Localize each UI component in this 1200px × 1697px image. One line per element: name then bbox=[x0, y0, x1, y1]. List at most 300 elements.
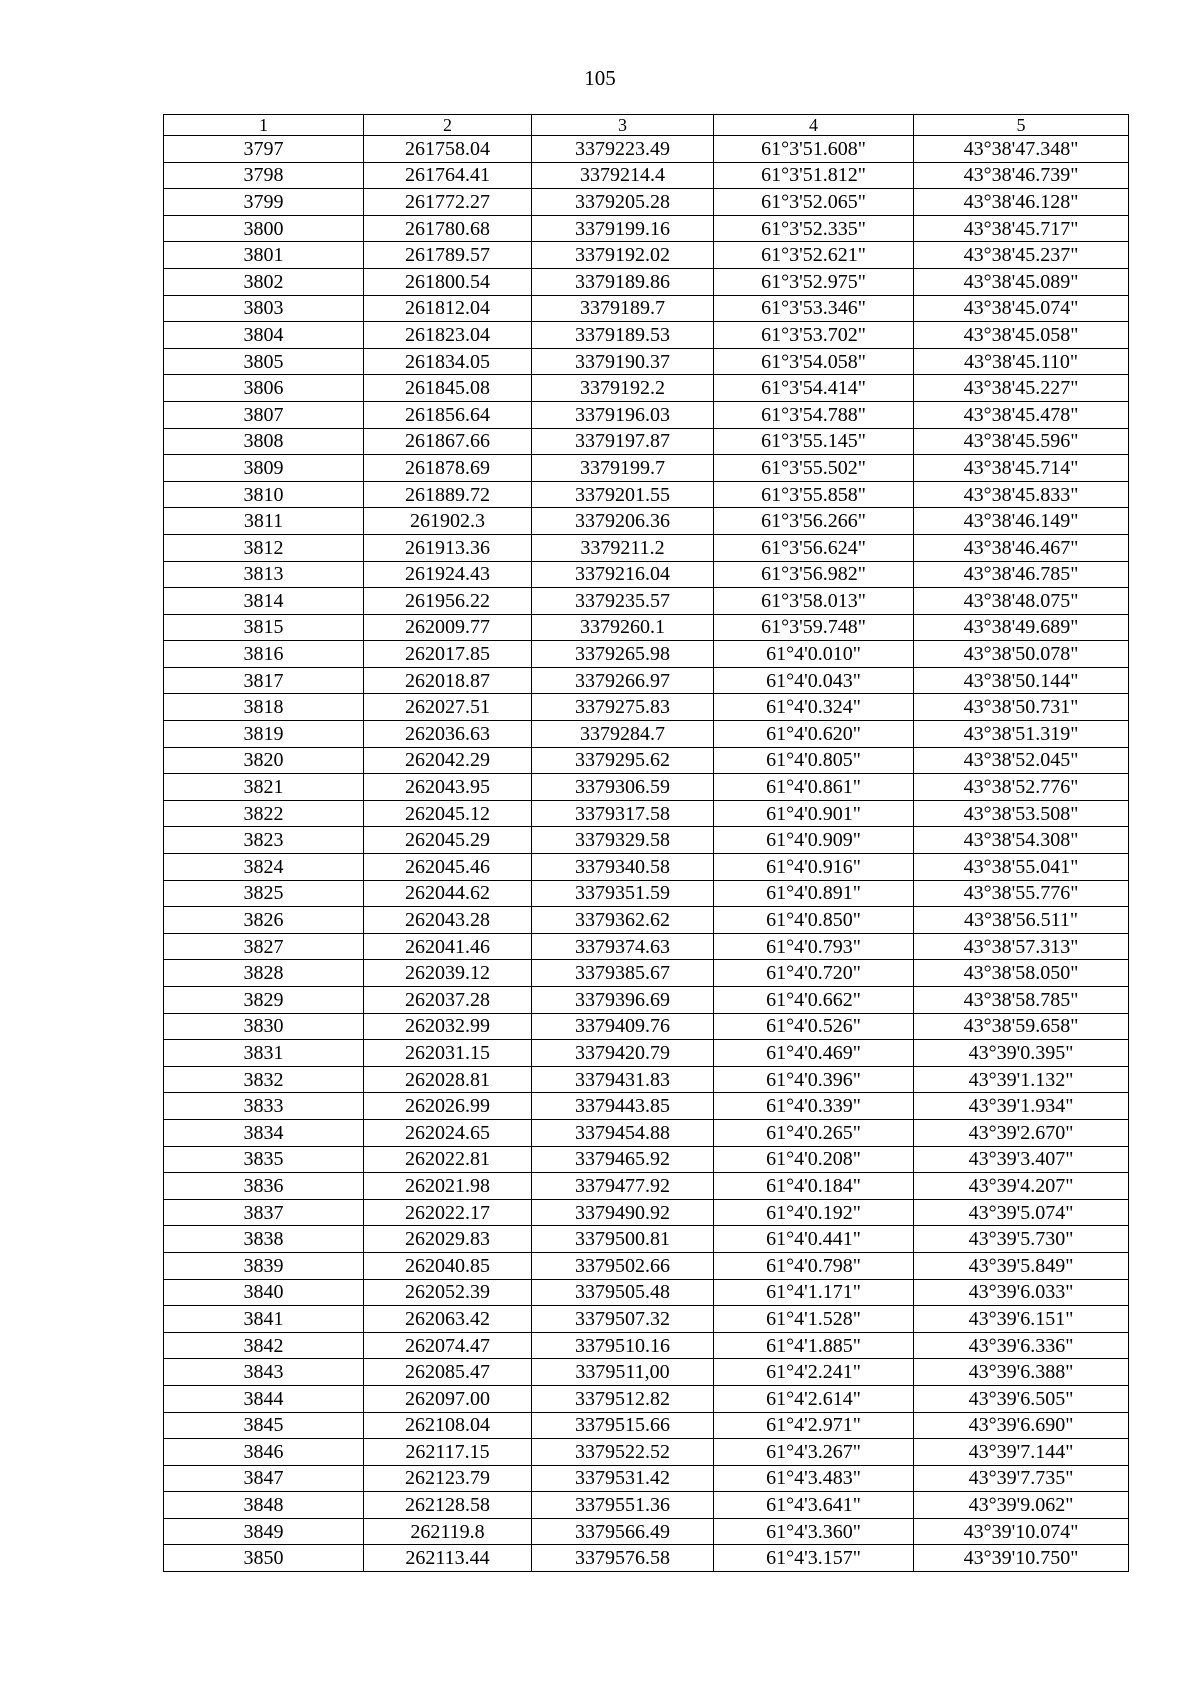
point-number-cell: 3811 bbox=[164, 508, 364, 535]
latitude-cell: 43°38'45.478" bbox=[914, 401, 1129, 428]
longitude-cell: 61°4'0.192" bbox=[714, 1199, 914, 1226]
x-coordinate-cell: 262113.44 bbox=[364, 1545, 532, 1572]
table-row bbox=[164, 1199, 1129, 1226]
table-row bbox=[164, 1306, 1129, 1333]
longitude-cell: 61°4'0.720" bbox=[714, 960, 914, 987]
x-coordinate-cell: 261789.57 bbox=[364, 242, 532, 269]
y-coordinate-cell: 3379196.03 bbox=[532, 401, 714, 428]
latitude-cell: 43°39'5.074" bbox=[914, 1199, 1129, 1226]
latitude-cell: 43°38'50.078" bbox=[914, 641, 1129, 668]
longitude-cell: 61°3'56.266" bbox=[714, 508, 914, 535]
y-coordinate-cell: 3379260.1 bbox=[532, 614, 714, 641]
x-coordinate-cell: 261878.69 bbox=[364, 455, 532, 482]
y-coordinate-cell: 3379192.02 bbox=[532, 242, 714, 269]
longitude-cell: 61°4'3.157" bbox=[714, 1545, 914, 1572]
latitude-cell: 43°38'52.045" bbox=[914, 747, 1129, 774]
longitude-cell: 61°4'0.265" bbox=[714, 1119, 914, 1146]
y-coordinate-cell: 3379512.82 bbox=[532, 1385, 714, 1412]
point-number-cell: 3841 bbox=[164, 1306, 364, 1333]
longitude-cell: 61°4'0.916" bbox=[714, 854, 914, 881]
x-coordinate-cell: 262052.39 bbox=[364, 1279, 532, 1306]
longitude-cell: 61°4'0.469" bbox=[714, 1040, 914, 1067]
table-row bbox=[164, 1465, 1129, 1492]
table-row bbox=[164, 854, 1129, 881]
latitude-cell: 43°38'59.658" bbox=[914, 1013, 1129, 1040]
point-number-cell: 3798 bbox=[164, 162, 364, 189]
table-row bbox=[164, 1040, 1129, 1067]
x-coordinate-cell: 262117.15 bbox=[364, 1439, 532, 1466]
latitude-cell: 43°38'45.833" bbox=[914, 481, 1129, 508]
longitude-cell: 61°3'53.702" bbox=[714, 322, 914, 349]
longitude-cell: 61°4'2.614" bbox=[714, 1385, 914, 1412]
table-row bbox=[164, 268, 1129, 295]
y-coordinate-cell: 3379190.37 bbox=[532, 348, 714, 375]
point-number-cell: 3808 bbox=[164, 428, 364, 455]
table-row bbox=[164, 1359, 1129, 1386]
latitude-cell: 43°38'47.348" bbox=[914, 136, 1129, 163]
table-row bbox=[164, 721, 1129, 748]
y-coordinate-cell: 3379420.79 bbox=[532, 1040, 714, 1067]
x-coordinate-cell: 261913.36 bbox=[364, 534, 532, 561]
table-row bbox=[164, 667, 1129, 694]
longitude-cell: 61°4'0.798" bbox=[714, 1252, 914, 1279]
point-number-cell: 3801 bbox=[164, 242, 364, 269]
latitude-cell: 43°38'56.511" bbox=[914, 907, 1129, 934]
column-header-5: 5 bbox=[914, 115, 1129, 136]
y-coordinate-cell: 3379551.36 bbox=[532, 1492, 714, 1519]
y-coordinate-cell: 3379189.86 bbox=[532, 268, 714, 295]
table-row bbox=[164, 1066, 1129, 1093]
latitude-cell: 43°39'7.735" bbox=[914, 1465, 1129, 1492]
latitude-cell: 43°38'46.467" bbox=[914, 534, 1129, 561]
longitude-cell: 61°4'0.526" bbox=[714, 1013, 914, 1040]
point-number-cell: 3840 bbox=[164, 1279, 364, 1306]
y-coordinate-cell: 3379505.48 bbox=[532, 1279, 714, 1306]
longitude-cell: 61°3'53.346" bbox=[714, 295, 914, 322]
table-row bbox=[164, 1385, 1129, 1412]
coordinates-table bbox=[163, 114, 1129, 1572]
longitude-cell: 61°3'58.013" bbox=[714, 588, 914, 615]
x-coordinate-cell: 261956.22 bbox=[364, 588, 532, 615]
point-number-cell: 3837 bbox=[164, 1199, 364, 1226]
x-coordinate-cell: 262029.83 bbox=[364, 1226, 532, 1253]
point-number-cell: 3813 bbox=[164, 561, 364, 588]
column-header-2: 2 bbox=[364, 115, 532, 136]
point-number-cell: 3805 bbox=[164, 348, 364, 375]
point-number-cell: 3806 bbox=[164, 375, 364, 402]
y-coordinate-cell: 3379199.7 bbox=[532, 455, 714, 482]
latitude-cell: 43°38'45.714" bbox=[914, 455, 1129, 482]
y-coordinate-cell: 3379189.7 bbox=[532, 295, 714, 322]
column-header-4: 4 bbox=[714, 115, 914, 136]
longitude-cell: 61°4'3.360" bbox=[714, 1518, 914, 1545]
point-number-cell: 3835 bbox=[164, 1146, 364, 1173]
y-coordinate-cell: 3379201.55 bbox=[532, 481, 714, 508]
point-number-cell: 3826 bbox=[164, 907, 364, 934]
y-coordinate-cell: 3379515.66 bbox=[532, 1412, 714, 1439]
table-row bbox=[164, 375, 1129, 402]
x-coordinate-cell: 262009.77 bbox=[364, 614, 532, 641]
point-number-cell: 3817 bbox=[164, 667, 364, 694]
x-coordinate-cell: 261889.72 bbox=[364, 481, 532, 508]
latitude-cell: 43°38'58.785" bbox=[914, 987, 1129, 1014]
longitude-cell: 61°4'0.901" bbox=[714, 800, 914, 827]
x-coordinate-cell: 261758.04 bbox=[364, 136, 532, 163]
x-coordinate-cell: 262028.81 bbox=[364, 1066, 532, 1093]
x-coordinate-cell: 262119.8 bbox=[364, 1518, 532, 1545]
point-number-cell: 3825 bbox=[164, 880, 364, 907]
x-coordinate-cell: 261823.04 bbox=[364, 322, 532, 349]
table-row bbox=[164, 534, 1129, 561]
y-coordinate-cell: 3379340.58 bbox=[532, 854, 714, 881]
point-number-cell: 3833 bbox=[164, 1093, 364, 1120]
point-number-cell: 3824 bbox=[164, 854, 364, 881]
table-row bbox=[164, 162, 1129, 189]
y-coordinate-cell: 3379206.36 bbox=[532, 508, 714, 535]
y-coordinate-cell: 3379266.97 bbox=[532, 667, 714, 694]
point-number-cell: 3830 bbox=[164, 1013, 364, 1040]
table-header bbox=[164, 115, 1129, 136]
table-row bbox=[164, 189, 1129, 216]
table-row bbox=[164, 641, 1129, 668]
longitude-cell: 61°3'51.812" bbox=[714, 162, 914, 189]
point-number-cell: 3819 bbox=[164, 721, 364, 748]
latitude-cell: 43°39'5.849" bbox=[914, 1252, 1129, 1279]
point-number-cell: 3847 bbox=[164, 1465, 364, 1492]
longitude-cell: 61°4'0.441" bbox=[714, 1226, 914, 1253]
point-number-cell: 3816 bbox=[164, 641, 364, 668]
longitude-cell: 61°4'1.885" bbox=[714, 1332, 914, 1359]
column-header-3: 3 bbox=[532, 115, 714, 136]
y-coordinate-cell: 3379522.52 bbox=[532, 1439, 714, 1466]
y-coordinate-cell: 3379409.76 bbox=[532, 1013, 714, 1040]
latitude-cell: 43°39'6.336" bbox=[914, 1332, 1129, 1359]
latitude-cell: 43°38'50.144" bbox=[914, 667, 1129, 694]
point-number-cell: 3832 bbox=[164, 1066, 364, 1093]
y-coordinate-cell: 3379329.58 bbox=[532, 827, 714, 854]
table-body bbox=[164, 136, 1129, 1572]
latitude-cell: 43°38'54.308" bbox=[914, 827, 1129, 854]
y-coordinate-cell: 3379205.28 bbox=[532, 189, 714, 216]
point-number-cell: 3850 bbox=[164, 1545, 364, 1572]
table-row bbox=[164, 215, 1129, 242]
y-coordinate-cell: 3379192.2 bbox=[532, 375, 714, 402]
point-number-cell: 3812 bbox=[164, 534, 364, 561]
longitude-cell: 61°4'1.171" bbox=[714, 1279, 914, 1306]
x-coordinate-cell: 262024.65 bbox=[364, 1119, 532, 1146]
longitude-cell: 61°4'3.483" bbox=[714, 1465, 914, 1492]
y-coordinate-cell: 3379214.4 bbox=[532, 162, 714, 189]
latitude-cell: 43°38'45.074" bbox=[914, 295, 1129, 322]
longitude-cell: 61°4'0.208" bbox=[714, 1146, 914, 1173]
y-coordinate-cell: 3379490.92 bbox=[532, 1199, 714, 1226]
latitude-cell: 43°38'53.508" bbox=[914, 800, 1129, 827]
column-header-1: 1 bbox=[164, 115, 364, 136]
y-coordinate-cell: 3379566.49 bbox=[532, 1518, 714, 1545]
latitude-cell: 43°39'6.388" bbox=[914, 1359, 1129, 1386]
point-number-cell: 3827 bbox=[164, 933, 364, 960]
point-number-cell: 3818 bbox=[164, 694, 364, 721]
table-row bbox=[164, 1226, 1129, 1253]
longitude-cell: 61°3'52.975" bbox=[714, 268, 914, 295]
table-row bbox=[164, 907, 1129, 934]
y-coordinate-cell: 3379265.98 bbox=[532, 641, 714, 668]
x-coordinate-cell: 262026.99 bbox=[364, 1093, 532, 1120]
y-coordinate-cell: 3379197.87 bbox=[532, 428, 714, 455]
x-coordinate-cell: 261867.66 bbox=[364, 428, 532, 455]
y-coordinate-cell: 3379235.57 bbox=[532, 588, 714, 615]
latitude-cell: 43°38'46.739" bbox=[914, 162, 1129, 189]
longitude-cell: 61°4'3.641" bbox=[714, 1492, 914, 1519]
table-row bbox=[164, 1412, 1129, 1439]
y-coordinate-cell: 3379189.53 bbox=[532, 322, 714, 349]
point-number-cell: 3814 bbox=[164, 588, 364, 615]
x-coordinate-cell: 262037.28 bbox=[364, 987, 532, 1014]
x-coordinate-cell: 261772.27 bbox=[364, 189, 532, 216]
table-row bbox=[164, 295, 1129, 322]
table-row bbox=[164, 1173, 1129, 1200]
latitude-cell: 43°39'9.062" bbox=[914, 1492, 1129, 1519]
point-number-cell: 3815 bbox=[164, 614, 364, 641]
point-number-cell: 3809 bbox=[164, 455, 364, 482]
x-coordinate-cell: 262031.15 bbox=[364, 1040, 532, 1067]
longitude-cell: 61°4'0.850" bbox=[714, 907, 914, 934]
point-number-cell: 3802 bbox=[164, 268, 364, 295]
y-coordinate-cell: 3379477.92 bbox=[532, 1173, 714, 1200]
longitude-cell: 61°3'55.145" bbox=[714, 428, 914, 455]
longitude-cell: 61°3'55.858" bbox=[714, 481, 914, 508]
y-coordinate-cell: 3379362.62 bbox=[532, 907, 714, 934]
latitude-cell: 43°38'46.128" bbox=[914, 189, 1129, 216]
x-coordinate-cell: 261812.04 bbox=[364, 295, 532, 322]
latitude-cell: 43°39'5.730" bbox=[914, 1226, 1129, 1253]
x-coordinate-cell: 261924.43 bbox=[364, 561, 532, 588]
latitude-cell: 43°38'52.776" bbox=[914, 774, 1129, 801]
longitude-cell: 61°4'2.971" bbox=[714, 1412, 914, 1439]
table-row bbox=[164, 401, 1129, 428]
latitude-cell: 43°38'57.313" bbox=[914, 933, 1129, 960]
table-row bbox=[164, 1492, 1129, 1519]
y-coordinate-cell: 3379576.58 bbox=[532, 1545, 714, 1572]
table-row bbox=[164, 481, 1129, 508]
latitude-cell: 43°38'51.319" bbox=[914, 721, 1129, 748]
longitude-cell: 61°4'0.662" bbox=[714, 987, 914, 1014]
x-coordinate-cell: 262032.99 bbox=[364, 1013, 532, 1040]
header-row bbox=[164, 115, 1129, 136]
latitude-cell: 43°39'6.505" bbox=[914, 1385, 1129, 1412]
table-row bbox=[164, 1545, 1129, 1572]
longitude-cell: 61°4'0.339" bbox=[714, 1093, 914, 1120]
point-number-cell: 3800 bbox=[164, 215, 364, 242]
latitude-cell: 43°38'45.110" bbox=[914, 348, 1129, 375]
x-coordinate-cell: 262042.29 bbox=[364, 747, 532, 774]
table-row bbox=[164, 1279, 1129, 1306]
longitude-cell: 61°4'1.528" bbox=[714, 1306, 914, 1333]
x-coordinate-cell: 262128.58 bbox=[364, 1492, 532, 1519]
point-number-cell: 3804 bbox=[164, 322, 364, 349]
point-number-cell: 3849 bbox=[164, 1518, 364, 1545]
longitude-cell: 61°3'54.058" bbox=[714, 348, 914, 375]
y-coordinate-cell: 3379211.2 bbox=[532, 534, 714, 561]
table-row bbox=[164, 1332, 1129, 1359]
longitude-cell: 61°4'0.396" bbox=[714, 1066, 914, 1093]
x-coordinate-cell: 262017.85 bbox=[364, 641, 532, 668]
point-number-cell: 3839 bbox=[164, 1252, 364, 1279]
latitude-cell: 43°39'7.144" bbox=[914, 1439, 1129, 1466]
x-coordinate-cell: 262043.95 bbox=[364, 774, 532, 801]
point-number-cell: 3842 bbox=[164, 1332, 364, 1359]
x-coordinate-cell: 262045.29 bbox=[364, 827, 532, 854]
y-coordinate-cell: 3379531.42 bbox=[532, 1465, 714, 1492]
point-number-cell: 3820 bbox=[164, 747, 364, 774]
x-coordinate-cell: 262063.42 bbox=[364, 1306, 532, 1333]
table-row bbox=[164, 960, 1129, 987]
latitude-cell: 43°38'46.785" bbox=[914, 561, 1129, 588]
point-number-cell: 3843 bbox=[164, 1359, 364, 1386]
table-row bbox=[164, 774, 1129, 801]
latitude-cell: 43°39'3.407" bbox=[914, 1146, 1129, 1173]
point-number-cell: 3823 bbox=[164, 827, 364, 854]
x-coordinate-cell: 262074.47 bbox=[364, 1332, 532, 1359]
point-number-cell: 3807 bbox=[164, 401, 364, 428]
longitude-cell: 61°4'0.620" bbox=[714, 721, 914, 748]
x-coordinate-cell: 262085.47 bbox=[364, 1359, 532, 1386]
latitude-cell: 43°39'1.132" bbox=[914, 1066, 1129, 1093]
x-coordinate-cell: 262027.51 bbox=[364, 694, 532, 721]
point-number-cell: 3845 bbox=[164, 1412, 364, 1439]
x-coordinate-cell: 262036.63 bbox=[364, 721, 532, 748]
latitude-cell: 43°39'10.750" bbox=[914, 1545, 1129, 1572]
latitude-cell: 43°39'1.934" bbox=[914, 1093, 1129, 1120]
x-coordinate-cell: 262097.00 bbox=[364, 1385, 532, 1412]
longitude-cell: 61°4'0.043" bbox=[714, 667, 914, 694]
y-coordinate-cell: 3379275.83 bbox=[532, 694, 714, 721]
x-coordinate-cell: 261780.68 bbox=[364, 215, 532, 242]
point-number-cell: 3844 bbox=[164, 1385, 364, 1412]
x-coordinate-cell: 262045.12 bbox=[364, 800, 532, 827]
y-coordinate-cell: 3379507.32 bbox=[532, 1306, 714, 1333]
table-row bbox=[164, 747, 1129, 774]
page-number: 105 bbox=[584, 66, 616, 90]
longitude-cell: 61°3'59.748" bbox=[714, 614, 914, 641]
y-coordinate-cell: 3379465.92 bbox=[532, 1146, 714, 1173]
table-row bbox=[164, 508, 1129, 535]
x-coordinate-cell: 261834.05 bbox=[364, 348, 532, 375]
latitude-cell: 43°39'4.207" bbox=[914, 1173, 1129, 1200]
point-number-cell: 3834 bbox=[164, 1119, 364, 1146]
longitude-cell: 61°4'3.267" bbox=[714, 1439, 914, 1466]
x-coordinate-cell: 262041.46 bbox=[364, 933, 532, 960]
latitude-cell: 43°38'48.075" bbox=[914, 588, 1129, 615]
y-coordinate-cell: 3379443.85 bbox=[532, 1093, 714, 1120]
y-coordinate-cell: 3379284.7 bbox=[532, 721, 714, 748]
longitude-cell: 61°4'0.184" bbox=[714, 1173, 914, 1200]
table-row bbox=[164, 1146, 1129, 1173]
latitude-cell: 43°39'0.395" bbox=[914, 1040, 1129, 1067]
point-number-cell: 3829 bbox=[164, 987, 364, 1014]
x-coordinate-cell: 262123.79 bbox=[364, 1465, 532, 1492]
x-coordinate-cell: 262040.85 bbox=[364, 1252, 532, 1279]
y-coordinate-cell: 3379374.63 bbox=[532, 933, 714, 960]
table-row bbox=[164, 588, 1129, 615]
x-coordinate-cell: 261800.54 bbox=[364, 268, 532, 295]
table-row bbox=[164, 428, 1129, 455]
latitude-cell: 43°38'45.237" bbox=[914, 242, 1129, 269]
point-number-cell: 3836 bbox=[164, 1173, 364, 1200]
y-coordinate-cell: 3379502.66 bbox=[532, 1252, 714, 1279]
table-row bbox=[164, 827, 1129, 854]
x-coordinate-cell: 262022.81 bbox=[364, 1146, 532, 1173]
longitude-cell: 61°3'52.621" bbox=[714, 242, 914, 269]
y-coordinate-cell: 3379510.16 bbox=[532, 1332, 714, 1359]
latitude-cell: 43°38'49.689" bbox=[914, 614, 1129, 641]
point-number-cell: 3831 bbox=[164, 1040, 364, 1067]
table-row bbox=[164, 614, 1129, 641]
point-number-cell: 3803 bbox=[164, 295, 364, 322]
x-coordinate-cell: 261902.3 bbox=[364, 508, 532, 535]
point-number-cell: 3810 bbox=[164, 481, 364, 508]
table-row bbox=[164, 1093, 1129, 1120]
table-row bbox=[164, 987, 1129, 1014]
y-coordinate-cell: 3379511,00 bbox=[532, 1359, 714, 1386]
x-coordinate-cell: 262043.28 bbox=[364, 907, 532, 934]
y-coordinate-cell: 3379199.16 bbox=[532, 215, 714, 242]
y-coordinate-cell: 3379500.81 bbox=[532, 1226, 714, 1253]
longitude-cell: 61°3'55.502" bbox=[714, 455, 914, 482]
longitude-cell: 61°4'0.805" bbox=[714, 747, 914, 774]
latitude-cell: 43°39'6.151" bbox=[914, 1306, 1129, 1333]
longitude-cell: 61°4'0.891" bbox=[714, 880, 914, 907]
table-row bbox=[164, 1439, 1129, 1466]
table-row bbox=[164, 1252, 1129, 1279]
table-row bbox=[164, 561, 1129, 588]
y-coordinate-cell: 3379216.04 bbox=[532, 561, 714, 588]
table-row bbox=[164, 880, 1129, 907]
y-coordinate-cell: 3379385.67 bbox=[532, 960, 714, 987]
x-coordinate-cell: 261845.08 bbox=[364, 375, 532, 402]
point-number-cell: 3799 bbox=[164, 189, 364, 216]
latitude-cell: 43°38'45.717" bbox=[914, 215, 1129, 242]
table-row bbox=[164, 242, 1129, 269]
point-number-cell: 3838 bbox=[164, 1226, 364, 1253]
latitude-cell: 43°38'58.050" bbox=[914, 960, 1129, 987]
longitude-cell: 61°4'0.861" bbox=[714, 774, 914, 801]
y-coordinate-cell: 3379454.88 bbox=[532, 1119, 714, 1146]
latitude-cell: 43°38'45.058" bbox=[914, 322, 1129, 349]
point-number-cell: 3821 bbox=[164, 774, 364, 801]
latitude-cell: 43°39'2.670" bbox=[914, 1119, 1129, 1146]
longitude-cell: 61°4'0.793" bbox=[714, 933, 914, 960]
table-row bbox=[164, 694, 1129, 721]
x-coordinate-cell: 262044.62 bbox=[364, 880, 532, 907]
table-row bbox=[164, 322, 1129, 349]
y-coordinate-cell: 3379351.59 bbox=[532, 880, 714, 907]
x-coordinate-cell: 261856.64 bbox=[364, 401, 532, 428]
longitude-cell: 61°4'0.909" bbox=[714, 827, 914, 854]
latitude-cell: 43°38'50.731" bbox=[914, 694, 1129, 721]
longitude-cell: 61°3'51.608" bbox=[714, 136, 914, 163]
table-row bbox=[164, 348, 1129, 375]
table-row bbox=[164, 800, 1129, 827]
table-row bbox=[164, 1518, 1129, 1545]
latitude-cell: 43°38'45.089" bbox=[914, 268, 1129, 295]
latitude-cell: 43°39'6.033" bbox=[914, 1279, 1129, 1306]
table-row bbox=[164, 455, 1129, 482]
longitude-cell: 61°3'56.624" bbox=[714, 534, 914, 561]
longitude-cell: 61°3'54.788" bbox=[714, 401, 914, 428]
y-coordinate-cell: 3379223.49 bbox=[532, 136, 714, 163]
x-coordinate-cell: 262108.04 bbox=[364, 1412, 532, 1439]
